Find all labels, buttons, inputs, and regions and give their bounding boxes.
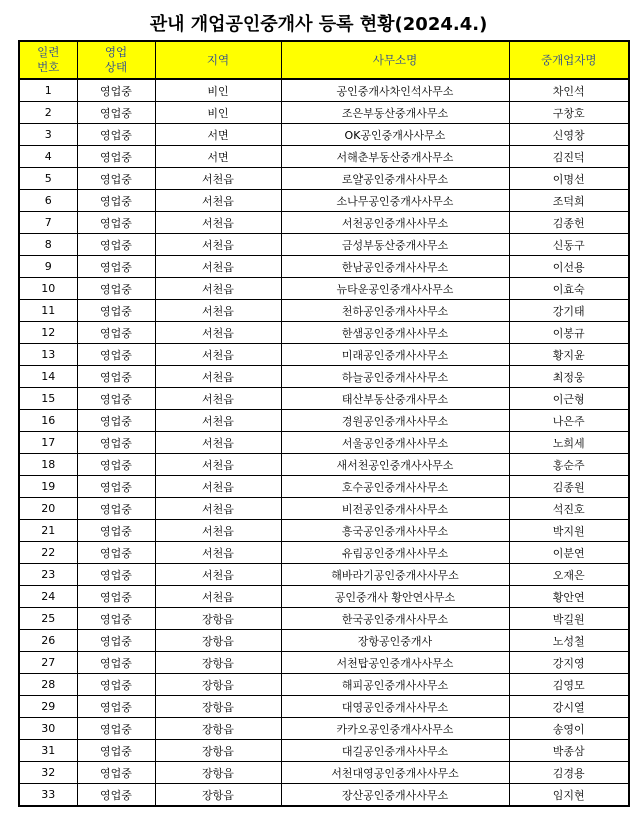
cell-business-status: 영업중 (77, 652, 155, 674)
cell-region: 서천읍 (155, 256, 281, 278)
cell-serial-number: 30 (19, 718, 77, 740)
cell-serial-number: 25 (19, 608, 77, 630)
table-row (19, 652, 629, 674)
cell-office-name: 태산부동산중개사무소 (281, 388, 509, 410)
table-row (19, 674, 629, 696)
cell-agent-name: 강지영 (509, 652, 629, 674)
cell-office-name: 장항공인중개사 (281, 630, 509, 652)
cell-region: 서천읍 (155, 366, 281, 388)
cell-agent-name: 노희세 (509, 432, 629, 454)
table-row (19, 278, 629, 300)
cell-serial-number: 13 (19, 344, 77, 366)
cell-serial-number: 8 (19, 234, 77, 256)
cell-region: 서천읍 (155, 344, 281, 366)
cell-region: 장항읍 (155, 762, 281, 784)
cell-region: 서천읍 (155, 410, 281, 432)
cell-office-name: 로얄공인중개사사무소 (281, 168, 509, 190)
cell-office-name: 유림공인중개사사무소 (281, 542, 509, 564)
cell-business-status: 영업중 (77, 300, 155, 322)
cell-office-name: 공인중개사 황안연사무소 (281, 586, 509, 608)
cell-serial-number: 6 (19, 190, 77, 212)
cell-serial-number: 23 (19, 564, 77, 586)
table-row (19, 740, 629, 762)
cell-region: 서천읍 (155, 586, 281, 608)
cell-office-name: 천하공인중개사사무소 (281, 300, 509, 322)
cell-region: 장항읍 (155, 696, 281, 718)
cell-serial-number: 9 (19, 256, 77, 278)
table-row (19, 300, 629, 322)
cell-region: 장항읍 (155, 674, 281, 696)
cell-office-name: 미래공인중개사사무소 (281, 344, 509, 366)
cell-business-status: 영업중 (77, 146, 155, 168)
cell-business-status: 영업중 (77, 168, 155, 190)
cell-region: 서천읍 (155, 388, 281, 410)
cell-agent-name: 나은주 (509, 410, 629, 432)
table-row (19, 366, 629, 388)
table-body (19, 79, 629, 806)
table-header (19, 41, 629, 79)
cell-business-status: 영업중 (77, 124, 155, 146)
cell-serial-number: 14 (19, 366, 77, 388)
cell-region: 서천읍 (155, 542, 281, 564)
cell-office-name: 서해춘부동산중개사무소 (281, 146, 509, 168)
cell-region: 서천읍 (155, 432, 281, 454)
cell-region: 서천읍 (155, 212, 281, 234)
table-row (19, 696, 629, 718)
cell-agent-name: 박길원 (509, 608, 629, 630)
cell-office-name: 한샘공인중개사사무소 (281, 322, 509, 344)
table-row (19, 718, 629, 740)
table-row (19, 498, 629, 520)
cell-agent-name: 이분연 (509, 542, 629, 564)
cell-office-name: 서천탑공인중개사사무소 (281, 652, 509, 674)
cell-office-name: 대길공인중개사사무소 (281, 740, 509, 762)
table-row (19, 212, 629, 234)
cell-office-name: 소나무공인중개사사무소 (281, 190, 509, 212)
cell-region: 서천읍 (155, 300, 281, 322)
cell-agent-name: 노성철 (509, 630, 629, 652)
cell-agent-name: 김진덕 (509, 146, 629, 168)
table-row (19, 608, 629, 630)
cell-region: 비인 (155, 102, 281, 124)
cell-office-name: 조은부동산중개사무소 (281, 102, 509, 124)
cell-agent-name: 송영이 (509, 718, 629, 740)
cell-serial-number: 21 (19, 520, 77, 542)
cell-office-name: OK공인중개사사무소 (281, 124, 509, 146)
cell-business-status: 영업중 (77, 212, 155, 234)
cell-agent-name: 김종원 (509, 476, 629, 498)
cell-agent-name: 강기태 (509, 300, 629, 322)
cell-business-status: 영업중 (77, 696, 155, 718)
header-serial-number (19, 41, 77, 79)
cell-serial-number: 12 (19, 322, 77, 344)
cell-business-status: 영업중 (77, 542, 155, 564)
cell-agent-name: 김경용 (509, 762, 629, 784)
table-row (19, 234, 629, 256)
cell-office-name: 해바라기공인중개사사무소 (281, 564, 509, 586)
cell-agent-name: 임지현 (509, 784, 629, 807)
header-row (19, 41, 629, 79)
header-office-name: 사무소명 (281, 41, 509, 79)
cell-office-name: 서천공인중개사사무소 (281, 212, 509, 234)
table-row (19, 124, 629, 146)
table-row (19, 476, 629, 498)
cell-business-status: 영업중 (77, 608, 155, 630)
cell-serial-number: 11 (19, 300, 77, 322)
table-row (19, 784, 629, 807)
cell-business-status: 영업중 (77, 498, 155, 520)
cell-office-name: 한국공인중개사사무소 (281, 608, 509, 630)
cell-serial-number: 33 (19, 784, 77, 807)
header-business-status (77, 41, 155, 79)
cell-region: 장항읍 (155, 784, 281, 807)
table-row (19, 432, 629, 454)
table-row (19, 388, 629, 410)
cell-region: 비인 (155, 79, 281, 102)
cell-region: 서천읍 (155, 322, 281, 344)
cell-agent-name: 최정웅 (509, 366, 629, 388)
cell-agent-name: 박지원 (509, 520, 629, 542)
cell-agent-name: 신동구 (509, 234, 629, 256)
cell-serial-number: 32 (19, 762, 77, 784)
cell-agent-name: 조덕희 (509, 190, 629, 212)
cell-agent-name: 이효숙 (509, 278, 629, 300)
cell-serial-number: 15 (19, 388, 77, 410)
cell-business-status: 영업중 (77, 366, 155, 388)
cell-office-name: 해피공인중개사사무소 (281, 674, 509, 696)
cell-agent-name: 황지윤 (509, 344, 629, 366)
header-serial-number-line2: 번호 (37, 60, 60, 74)
cell-region: 서면 (155, 146, 281, 168)
cell-office-name: 한남공인중개사사무소 (281, 256, 509, 278)
cell-serial-number: 2 (19, 102, 77, 124)
header-business-status-line2: 상태 (104, 60, 128, 74)
cell-office-name: 금성부동산중개사무소 (281, 234, 509, 256)
cell-region: 장항읍 (155, 630, 281, 652)
cell-serial-number: 5 (19, 168, 77, 190)
cell-office-name: 호수공인중개사사무소 (281, 476, 509, 498)
table-row (19, 344, 629, 366)
table-row (19, 146, 629, 168)
cell-business-status: 영업중 (77, 102, 155, 124)
table-row (19, 564, 629, 586)
table-row (19, 520, 629, 542)
header-region: 지역 (155, 41, 281, 79)
cell-region: 서천읍 (155, 168, 281, 190)
cell-region: 서천읍 (155, 564, 281, 586)
cell-region: 장항읍 (155, 608, 281, 630)
table-row (19, 586, 629, 608)
header-business-status-line1: 영업 (104, 45, 128, 59)
cell-serial-number: 28 (19, 674, 77, 696)
cell-serial-number: 16 (19, 410, 77, 432)
cell-region: 서천읍 (155, 476, 281, 498)
cell-business-status: 영업중 (77, 190, 155, 212)
cell-serial-number: 7 (19, 212, 77, 234)
cell-business-status: 영업중 (77, 79, 155, 102)
cell-agent-name: 이봉규 (509, 322, 629, 344)
cell-office-name: 하늘공인중개사사무소 (281, 366, 509, 388)
cell-agent-name: 김종헌 (509, 212, 629, 234)
cell-serial-number: 4 (19, 146, 77, 168)
cell-serial-number: 17 (19, 432, 77, 454)
cell-office-name: 서울공인중개사사무소 (281, 432, 509, 454)
cell-business-status: 영업중 (77, 410, 155, 432)
cell-region: 서천읍 (155, 498, 281, 520)
cell-agent-name: 이선용 (509, 256, 629, 278)
cell-serial-number: 31 (19, 740, 77, 762)
cell-office-name: 공인중개사차인석사무소 (281, 79, 509, 102)
header-serial-number-line1: 일련 (37, 45, 60, 59)
cell-agent-name: 이근형 (509, 388, 629, 410)
registration-table (18, 40, 630, 807)
cell-business-status: 영업중 (77, 234, 155, 256)
cell-business-status: 영업중 (77, 718, 155, 740)
table-row (19, 79, 629, 102)
cell-serial-number: 26 (19, 630, 77, 652)
cell-agent-name: 이명선 (509, 168, 629, 190)
table-row (19, 190, 629, 212)
header-agent-name: 중개업자명 (509, 41, 629, 79)
cell-serial-number: 3 (19, 124, 77, 146)
table-row (19, 542, 629, 564)
cell-agent-name: 신영창 (509, 124, 629, 146)
cell-serial-number: 20 (19, 498, 77, 520)
cell-business-status: 영업중 (77, 520, 155, 542)
cell-serial-number: 10 (19, 278, 77, 300)
cell-agent-name: 구창호 (509, 102, 629, 124)
cell-office-name: 뉴타운공인중개사사무소 (281, 278, 509, 300)
cell-business-status: 영업중 (77, 740, 155, 762)
cell-office-name: 경원공인중개사사무소 (281, 410, 509, 432)
cell-serial-number: 18 (19, 454, 77, 476)
cell-business-status: 영업중 (77, 388, 155, 410)
cell-business-status: 영업중 (77, 564, 155, 586)
cell-office-name: 흥국공인중개사사무소 (281, 520, 509, 542)
cell-region: 서면 (155, 124, 281, 146)
cell-serial-number: 19 (19, 476, 77, 498)
cell-business-status: 영업중 (77, 344, 155, 366)
table-row (19, 168, 629, 190)
cell-region: 장항읍 (155, 652, 281, 674)
cell-business-status: 영업중 (77, 674, 155, 696)
table-row (19, 322, 629, 344)
cell-business-status: 영업중 (77, 322, 155, 344)
cell-region: 서천읍 (155, 234, 281, 256)
cell-serial-number: 27 (19, 652, 77, 674)
cell-region: 장항읍 (155, 740, 281, 762)
document-title: 관내 개업공인중개사 등록 현황(2024.4.) (149, 14, 488, 35)
cell-business-status: 영업중 (77, 256, 155, 278)
cell-region: 서천읍 (155, 190, 281, 212)
cell-business-status: 영업중 (77, 454, 155, 476)
cell-agent-name: 박종삼 (509, 740, 629, 762)
table-row (19, 454, 629, 476)
cell-agent-name: 석진호 (509, 498, 629, 520)
cell-region: 서천읍 (155, 278, 281, 300)
cell-region: 서천읍 (155, 520, 281, 542)
cell-office-name: 카카오공인중개사사무소 (281, 718, 509, 740)
table-row (19, 256, 629, 278)
table-row (19, 102, 629, 124)
cell-serial-number: 29 (19, 696, 77, 718)
cell-serial-number: 1 (19, 79, 77, 102)
table-row (19, 762, 629, 784)
cell-office-name: 새서천공인중개사사무소 (281, 454, 509, 476)
cell-region: 서천읍 (155, 454, 281, 476)
cell-agent-name: 강시열 (509, 696, 629, 718)
cell-business-status: 영업중 (77, 586, 155, 608)
cell-region: 장항읍 (155, 718, 281, 740)
cell-business-status: 영업중 (77, 784, 155, 807)
cell-office-name: 장산공인중개사사무소 (281, 784, 509, 807)
table-row (19, 410, 629, 432)
cell-agent-name: 김영모 (509, 674, 629, 696)
cell-office-name: 대영공인중개사사무소 (281, 696, 509, 718)
cell-agent-name: 오재은 (509, 564, 629, 586)
cell-business-status: 영업중 (77, 762, 155, 784)
cell-serial-number: 24 (19, 586, 77, 608)
cell-agent-name: 차인석 (509, 79, 629, 102)
table-row (19, 630, 629, 652)
cell-agent-name: 홍순주 (509, 454, 629, 476)
cell-business-status: 영업중 (77, 432, 155, 454)
cell-serial-number: 22 (19, 542, 77, 564)
cell-business-status: 영업중 (77, 278, 155, 300)
cell-business-status: 영업중 (77, 630, 155, 652)
cell-business-status: 영업중 (77, 476, 155, 498)
cell-agent-name: 황안연 (509, 586, 629, 608)
cell-office-name: 비전공인중개사사무소 (281, 498, 509, 520)
cell-office-name: 서천대영공인중개사사무소 (281, 762, 509, 784)
